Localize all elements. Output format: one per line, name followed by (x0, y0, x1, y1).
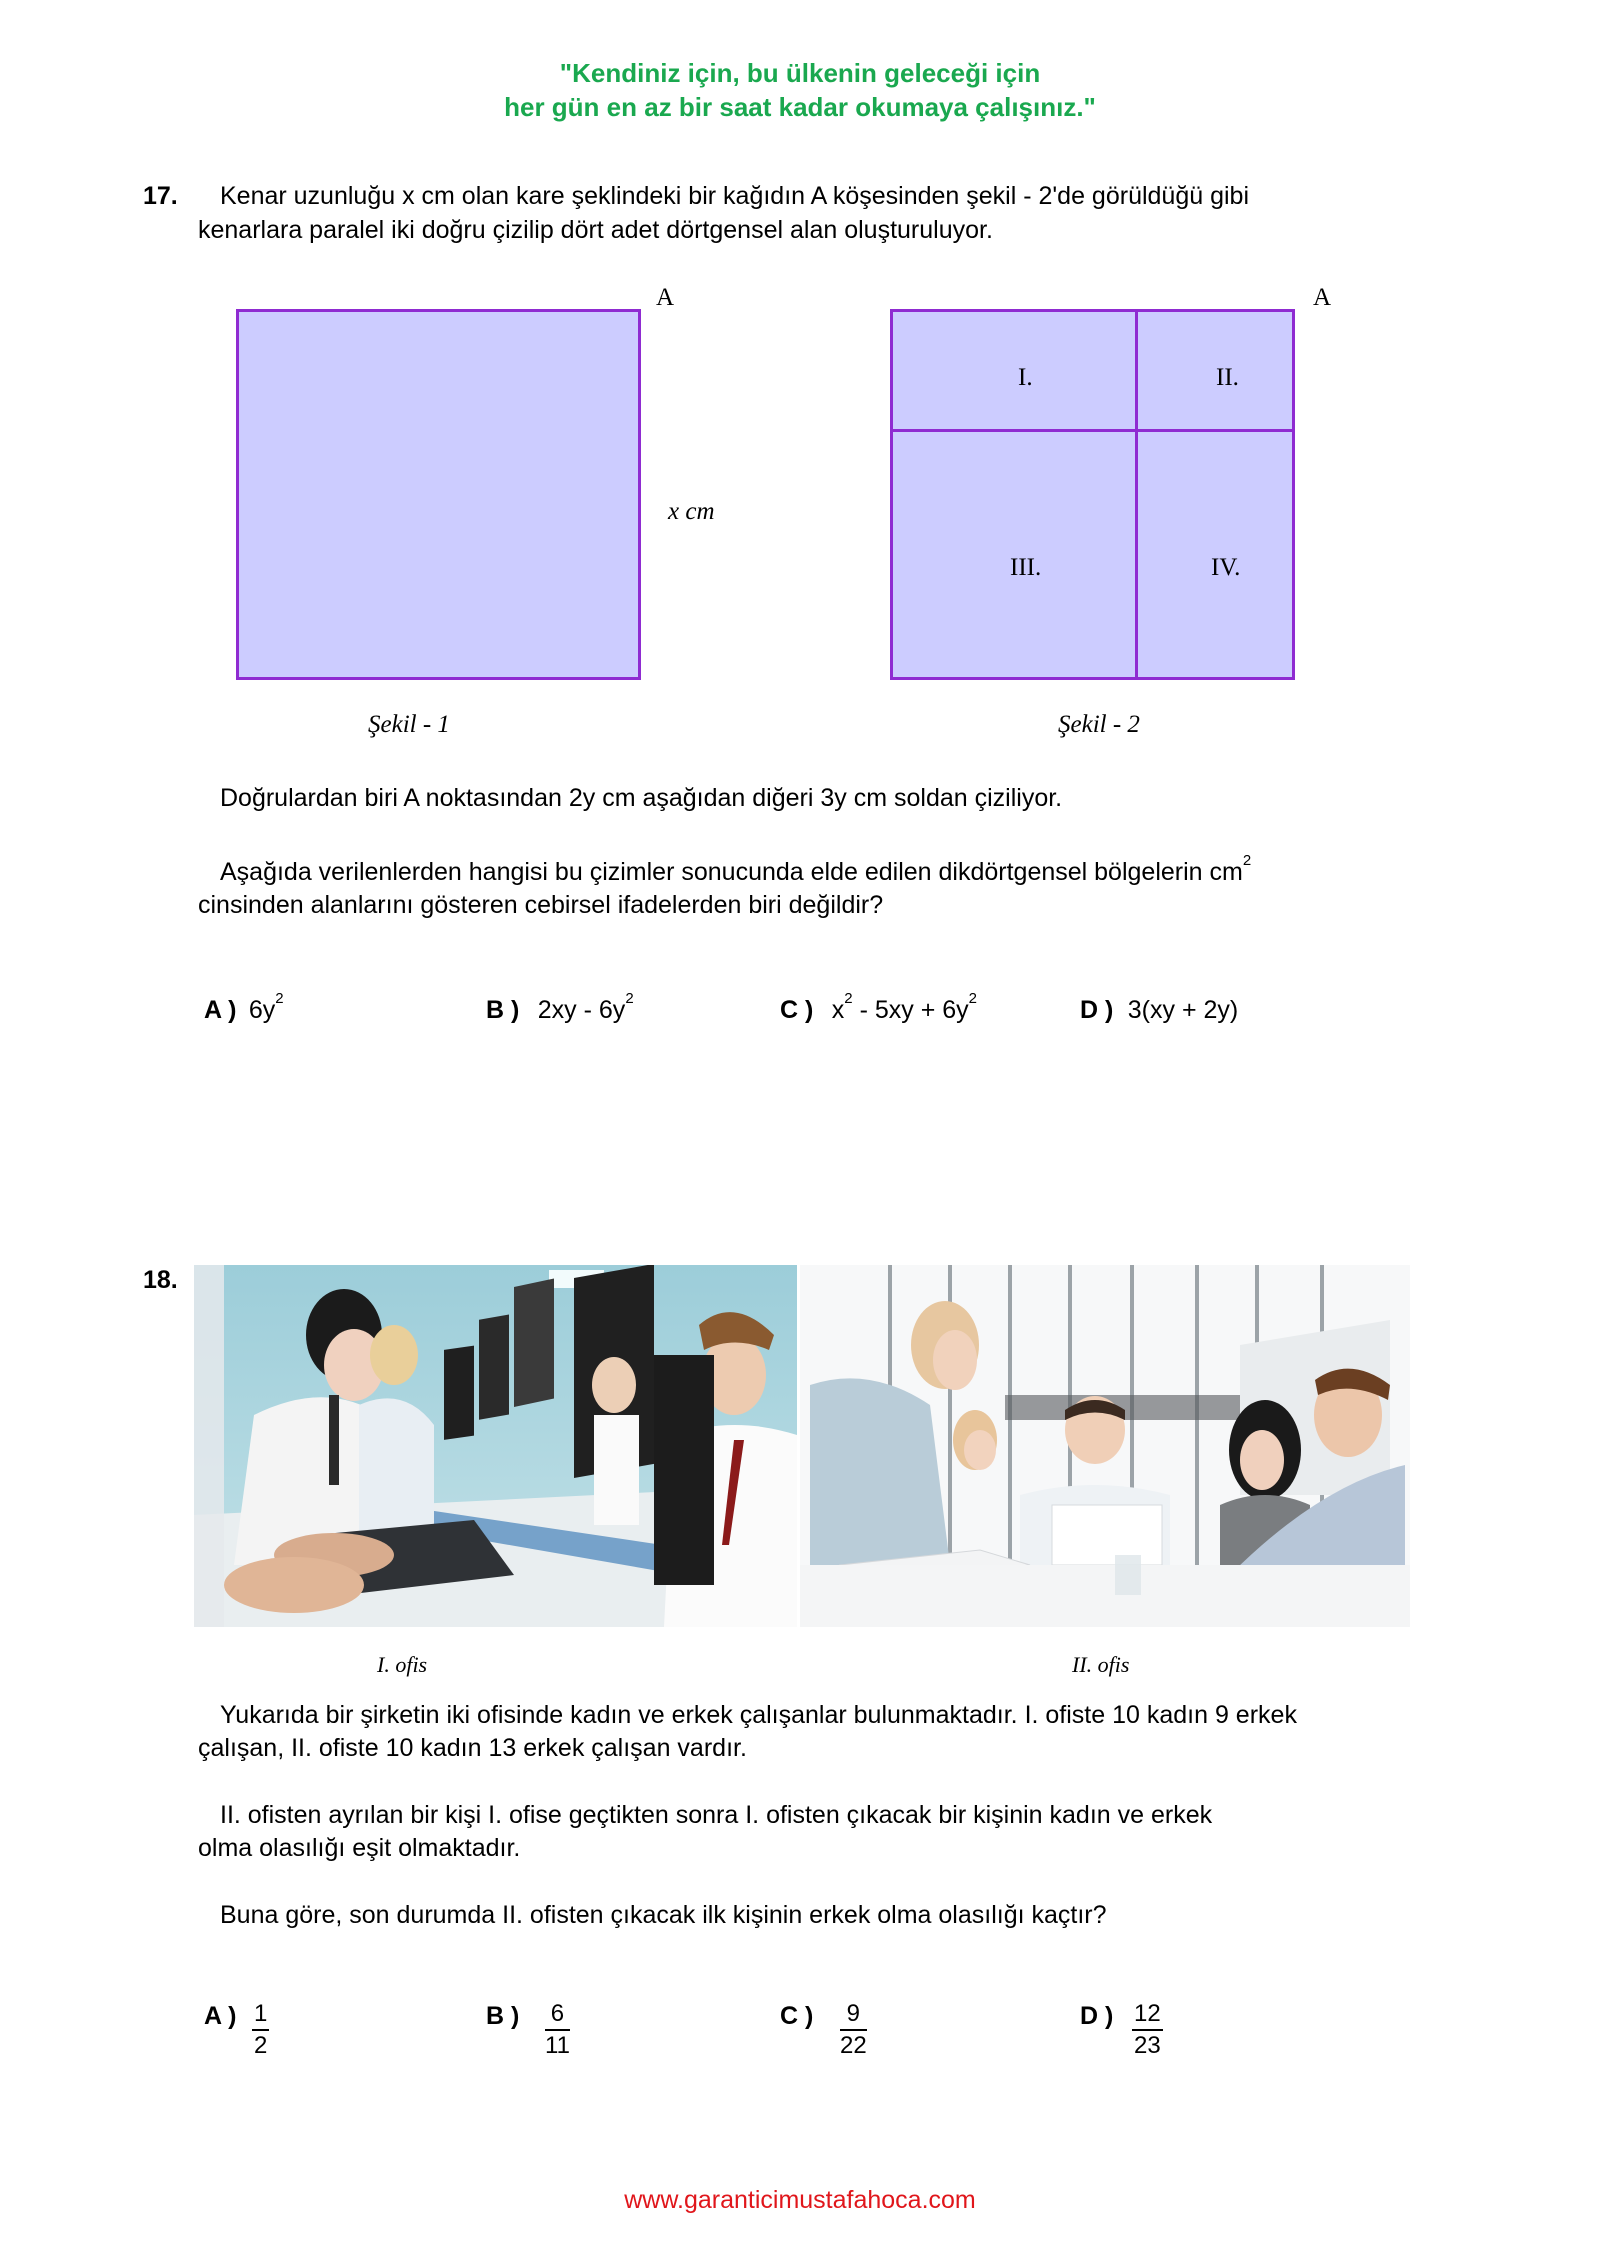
fraction-numerator: 1 (252, 1999, 269, 2031)
option-letter: B ) (486, 996, 520, 1024)
q17-option-c[interactable] (780, 990, 977, 1025)
figure1-side-label: x cm (668, 498, 715, 525)
option-letter: D ) (1080, 2002, 1114, 2030)
option-value: 3(xy + 2y) (1127, 996, 1239, 1024)
photo-office-1 (194, 1265, 797, 1627)
q18-option-c[interactable] (780, 2002, 813, 2031)
q18-option-a[interactable] (204, 2002, 236, 2031)
figure1-square (236, 309, 641, 680)
region-label-I: I. (1018, 364, 1033, 391)
option-letter: B ) (486, 2002, 520, 2030)
q17-option-b[interactable] (486, 990, 634, 1025)
option-letter: A ) (204, 2002, 237, 2030)
q18-paragraph-1-line-2: çalışan, II. ofiste 10 kadın 13 erkek çalışan vardır. (198, 1734, 747, 1762)
q17-paragraph-2-line-2: cinsinden alanlarını gösteren cebirsel ifadelerden biri değildir? (198, 891, 884, 919)
figure1-caption: Şekil - 1 (368, 711, 450, 738)
option-value: $2xy - 6y^2$ (537, 990, 634, 1024)
q18-option-b-fraction (545, 1999, 570, 2061)
q17-paragraph-1: Doğrulardan biri A noktasından 2y cm aşağıdan diğeri 3y cm soldan çiziliyor. (220, 784, 1063, 812)
q17-intro-line-1: Kenar uzunluğu x cm olan kare şeklindeki bir kağıdın A köşesinden şekil - 2'de görüldüğü gibi (220, 182, 1250, 210)
fraction-numerator: 9 (840, 1999, 867, 2031)
fraction-denominator: 11 (545, 2032, 570, 2059)
fraction-denominator: 23 (1134, 2032, 1161, 2059)
photo-1-caption: I. ofis (377, 1652, 428, 1677)
figure2-corner-label: A (1313, 284, 1332, 311)
q17-intro-line-2: kenarlara paralel iki doğru çizilip dört adet dörtgensel alan oluşturuluyor. (198, 216, 993, 244)
office-meeting-image (800, 1265, 1410, 1627)
figure1-corner-label: A (656, 284, 675, 311)
option-value: $6y^2$ (248, 990, 284, 1024)
fraction-denominator: 2 (254, 2032, 268, 2059)
fraction-numerator: 12 (1132, 1999, 1163, 2031)
option-letter: C ) (780, 996, 814, 1024)
q17-option-a[interactable] (204, 990, 284, 1025)
photo-office-2 (800, 1265, 1410, 1627)
figure2-horizontal-line (890, 429, 1295, 432)
fraction-numerator: 6 (545, 1999, 570, 2031)
q18-option-b[interactable] (486, 2002, 519, 2031)
figure2-caption: Şekil - 2 (1058, 711, 1140, 738)
q18-option-d-fraction (1132, 1999, 1163, 2061)
option-value: $x^2 - 5xy + 6y^2$ (831, 990, 977, 1024)
footer-website-link[interactable]: www.garanticimustafahoca.com (624, 2186, 976, 2214)
q18-paragraph-2-line-2: olma olasılığı eşit olmaktadır. (198, 1834, 521, 1862)
fraction-denominator: 22 (840, 2032, 867, 2059)
q18-option-a-fraction (252, 1999, 269, 2061)
motto-line-1: "Kendiniz için, bu ülkenin geleceği için (559, 58, 1041, 88)
q17-paragraph-2-superscript: 2 (1242, 852, 1252, 869)
q17-paragraph-2-line-1 (220, 852, 1252, 887)
q17-paragraph-2-text: Aşağıda verilenlerden hangisi bu çizimler sonucunda elde edilen dikdörtgensel bölgelerin cm (220, 858, 1243, 886)
motto-line-2: her gün en az bir saat kadar okumaya çalışınız." (504, 92, 1096, 122)
photo-2-caption: II. ofis (1072, 1652, 1130, 1677)
region-label-II: II. (1216, 364, 1239, 391)
office-computers-image (194, 1265, 797, 1627)
q18-option-c-fraction (840, 1999, 867, 2061)
option-letter: D ) (1080, 996, 1114, 1024)
q18-paragraph-2-line-1: II. ofisten ayrılan bir kişi I. ofise geçtikten sonra I. ofisten çıkacak bir kişinin kadın ve erkek (220, 1801, 1213, 1829)
q18-option-d[interactable] (1080, 2002, 1113, 2031)
region-label-III: III. (1010, 554, 1042, 581)
question-number-18: 18. (143, 1266, 178, 1294)
option-letter: C ) (780, 2002, 814, 2030)
region-label-IV: IV. (1211, 554, 1241, 581)
option-letter: A ) (204, 996, 237, 1024)
q17-option-d[interactable] (1080, 996, 1238, 1025)
figure2-vertical-line (1135, 309, 1138, 680)
q18-question: Buna göre, son durumda II. ofisten çıkacak ilk kişinin erkek olma olasılığı kaçtır? (220, 1901, 1107, 1929)
question-number-17: 17. (143, 182, 178, 210)
q18-paragraph-1-line-1: Yukarıda bir şirketin iki ofisinde kadın ve erkek çalışanlar bulunmaktadır. I. ofiste 10 kadın 9 erkek (220, 1701, 1297, 1729)
